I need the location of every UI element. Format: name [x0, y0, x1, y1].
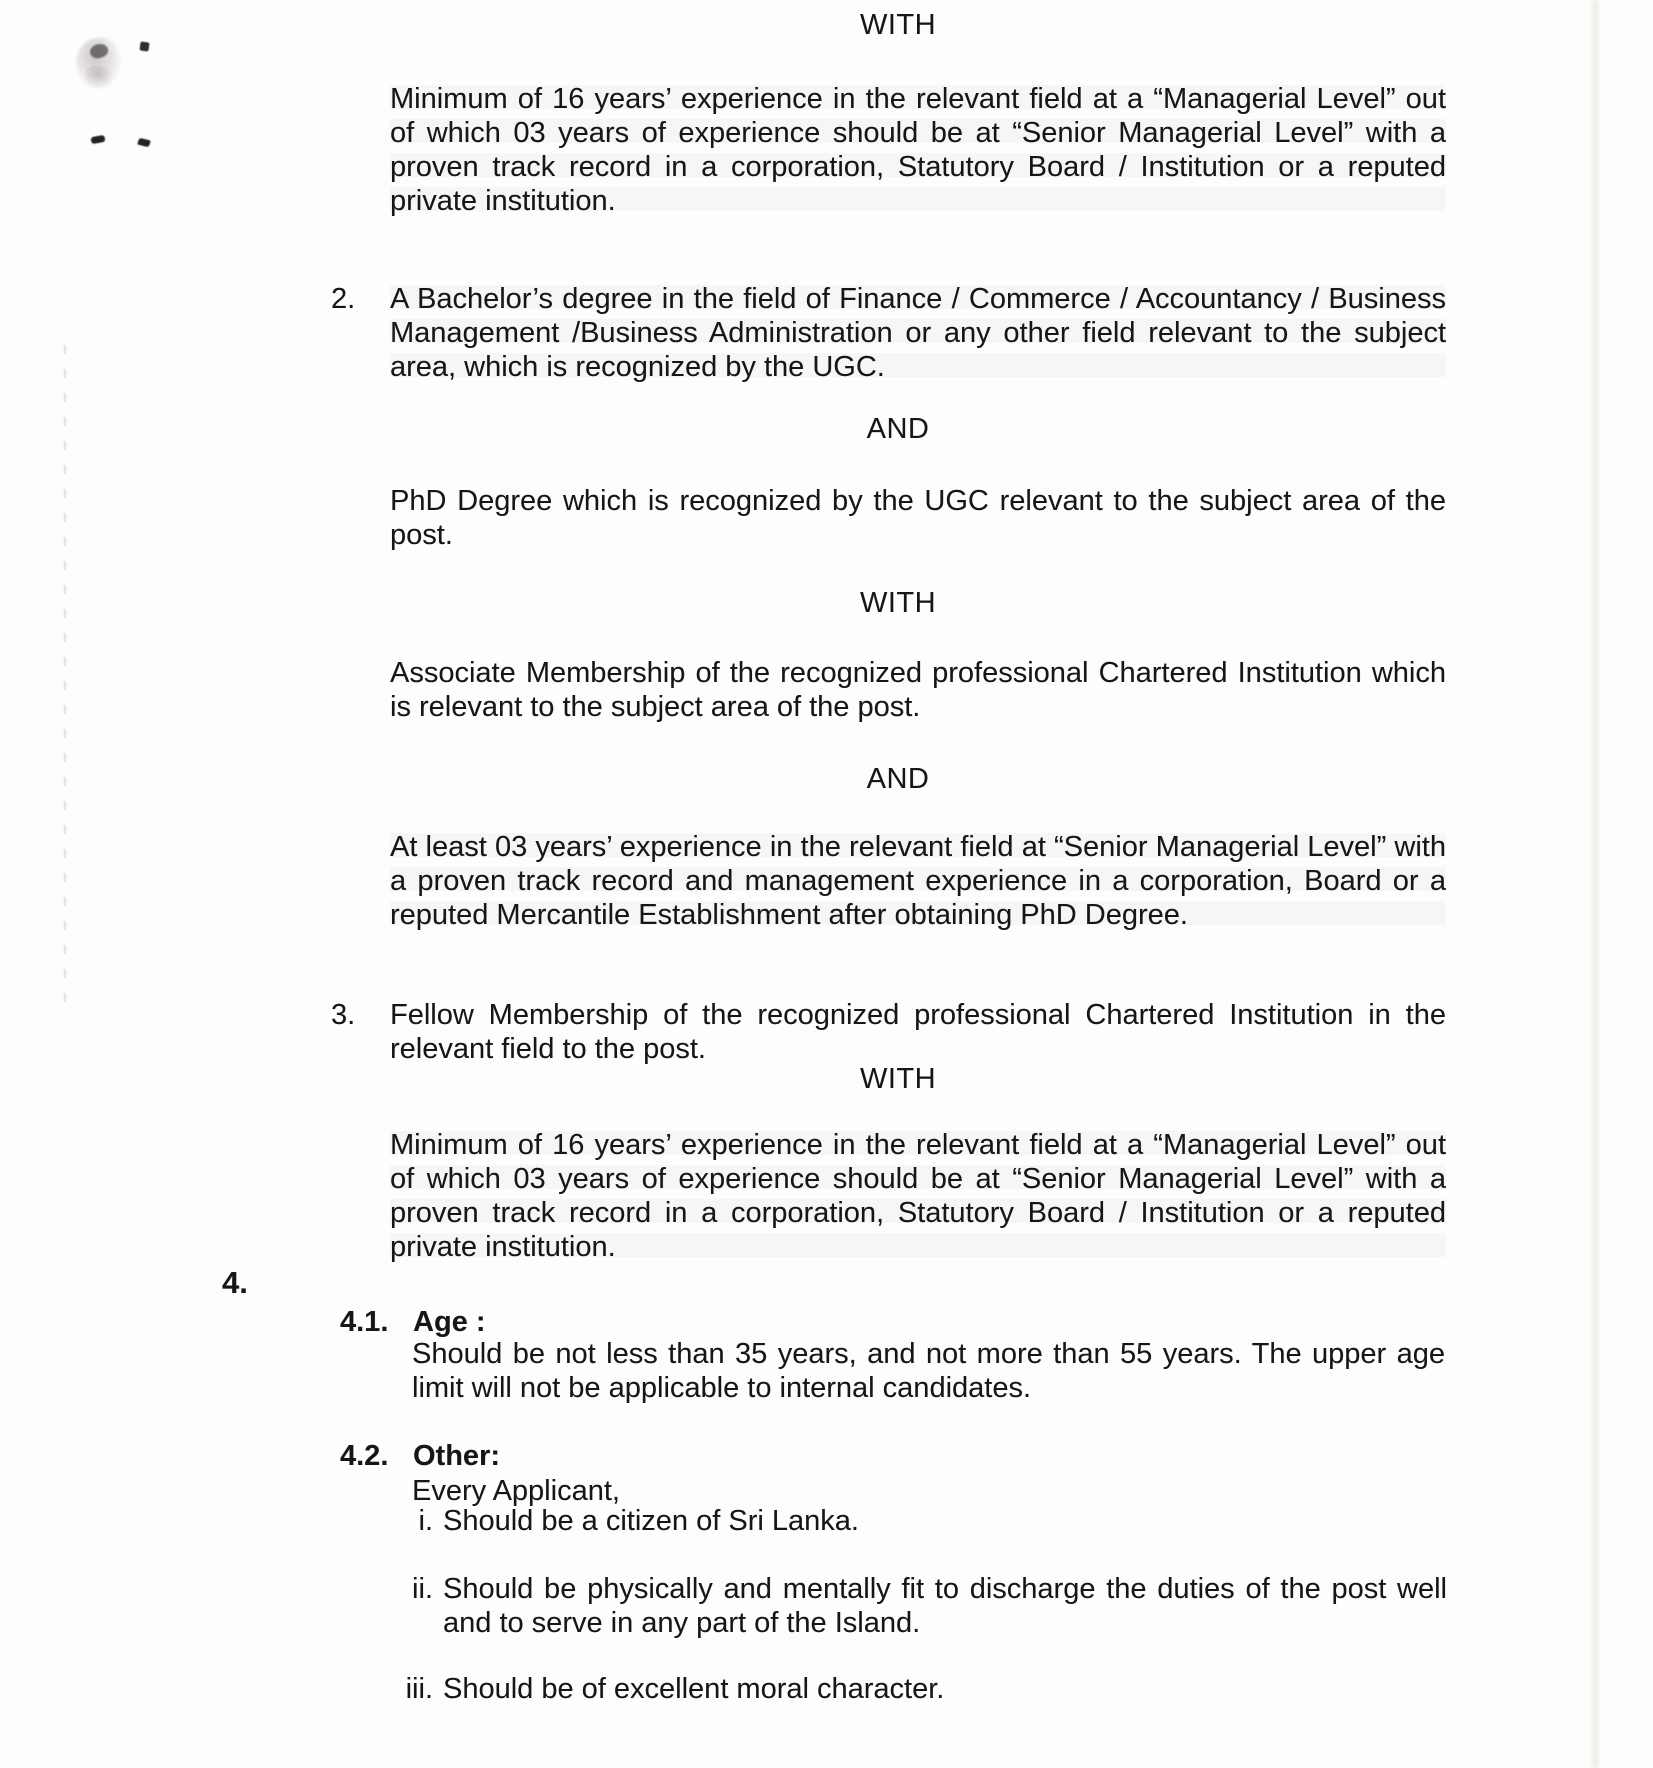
list-item-3-number: 3. [331, 999, 356, 1031]
list-item-2-number: 2. [331, 283, 356, 315]
paragraph-minimum-experience-1: Minimum of 16 years’ experience in the relevant field at a “Managerial Level” out of which 03 years of experience should be at “Senior Managerial Level” with a proven track record in a corporation, Statutory Board / Institution or a reputed private institution. [390, 83, 1446, 217]
section-4-1-title: Age : [413, 1306, 486, 1338]
connector-with-3: WITH [859, 1063, 937, 1095]
section-4-number: 4. [222, 1265, 248, 1300]
roman-item-ii-number: ii. [412, 1573, 433, 1605]
roman-item-i-text: Should be a citizen of Sri Lanka. [443, 1505, 859, 1537]
scanner-streak-left [64, 345, 66, 1015]
roman-item-i-number: i. [418, 1505, 433, 1537]
section-4-1-heading [340, 1305, 486, 1339]
connector-with-1: WITH [859, 9, 937, 41]
roman-item-ii-text: Should be physically and mentally fit to discharge the duties of the post well and to serve in any part of the Island. [443, 1573, 1447, 1639]
list-item-2-text: A Bachelor’s degree in the field of Finance / Commerce / Accountancy / Business Management /Business Administration or any other field relevant to the subject area, which is recognized by the UGC. [390, 283, 1446, 383]
list-item-3 [331, 998, 1446, 1066]
section-4-1-number: 4.1. [340, 1306, 389, 1338]
list-item-2 [331, 282, 1446, 384]
paragraph-associate-membership: Associate Membership of the recognized professional Chartered Institution which is relevant to the subject area of the post. [390, 657, 1446, 723]
section-4-1-body: Should be not less than 35 years, and not more than 55 years. The upper age limit will not be applicable to internal candidates. [412, 1338, 1445, 1404]
connector-and-2: AND [866, 763, 930, 795]
roman-item-i [398, 1504, 859, 1538]
connector-and-1: AND [866, 413, 930, 445]
scanner-streak-right [1592, 0, 1599, 1768]
section-4-2-title: Other: [413, 1440, 500, 1472]
paragraph-minimum-experience-2: Minimum of 16 years’ experience in the relevant field at a “Managerial Level” out of which 03 years of experience should be at “Senior Managerial Level” with a proven track record in a corporation, Statutory Board / Institution or a reputed private institution. [390, 1129, 1446, 1263]
list-item-3-text: Fellow Membership of the recognized professional Chartered Institution in the relevant field to the post. [390, 999, 1446, 1065]
roman-item-ii [398, 1572, 1447, 1640]
roman-item-iii-number: iii. [405, 1673, 433, 1705]
paragraph-atleast-experience: At least 03 years’ experience in the relevant field at “Senior Managerial Level” with a proven track record and management experience in a corporation, Board or a reputed Mercantile Establishment after obtaining PhD Degree. [390, 831, 1446, 931]
section-4-2-heading [340, 1439, 500, 1473]
paragraph-phd-degree: PhD Degree which is recognized by the UGC relevant to the subject area of the post. [390, 485, 1446, 551]
roman-item-iii-text: Should be of excellent moral character. [443, 1673, 945, 1705]
scan-dash-mark-1 [90, 135, 105, 144]
roman-item-iii [398, 1672, 944, 1706]
scan-dash-mark-2 [137, 138, 150, 148]
connector-with-2: WITH [859, 587, 937, 619]
section-4-2-intro: Every Applicant, [412, 1475, 620, 1507]
section-4-2-number: 4.2. [340, 1440, 389, 1472]
scan-ink-speck [139, 41, 149, 51]
